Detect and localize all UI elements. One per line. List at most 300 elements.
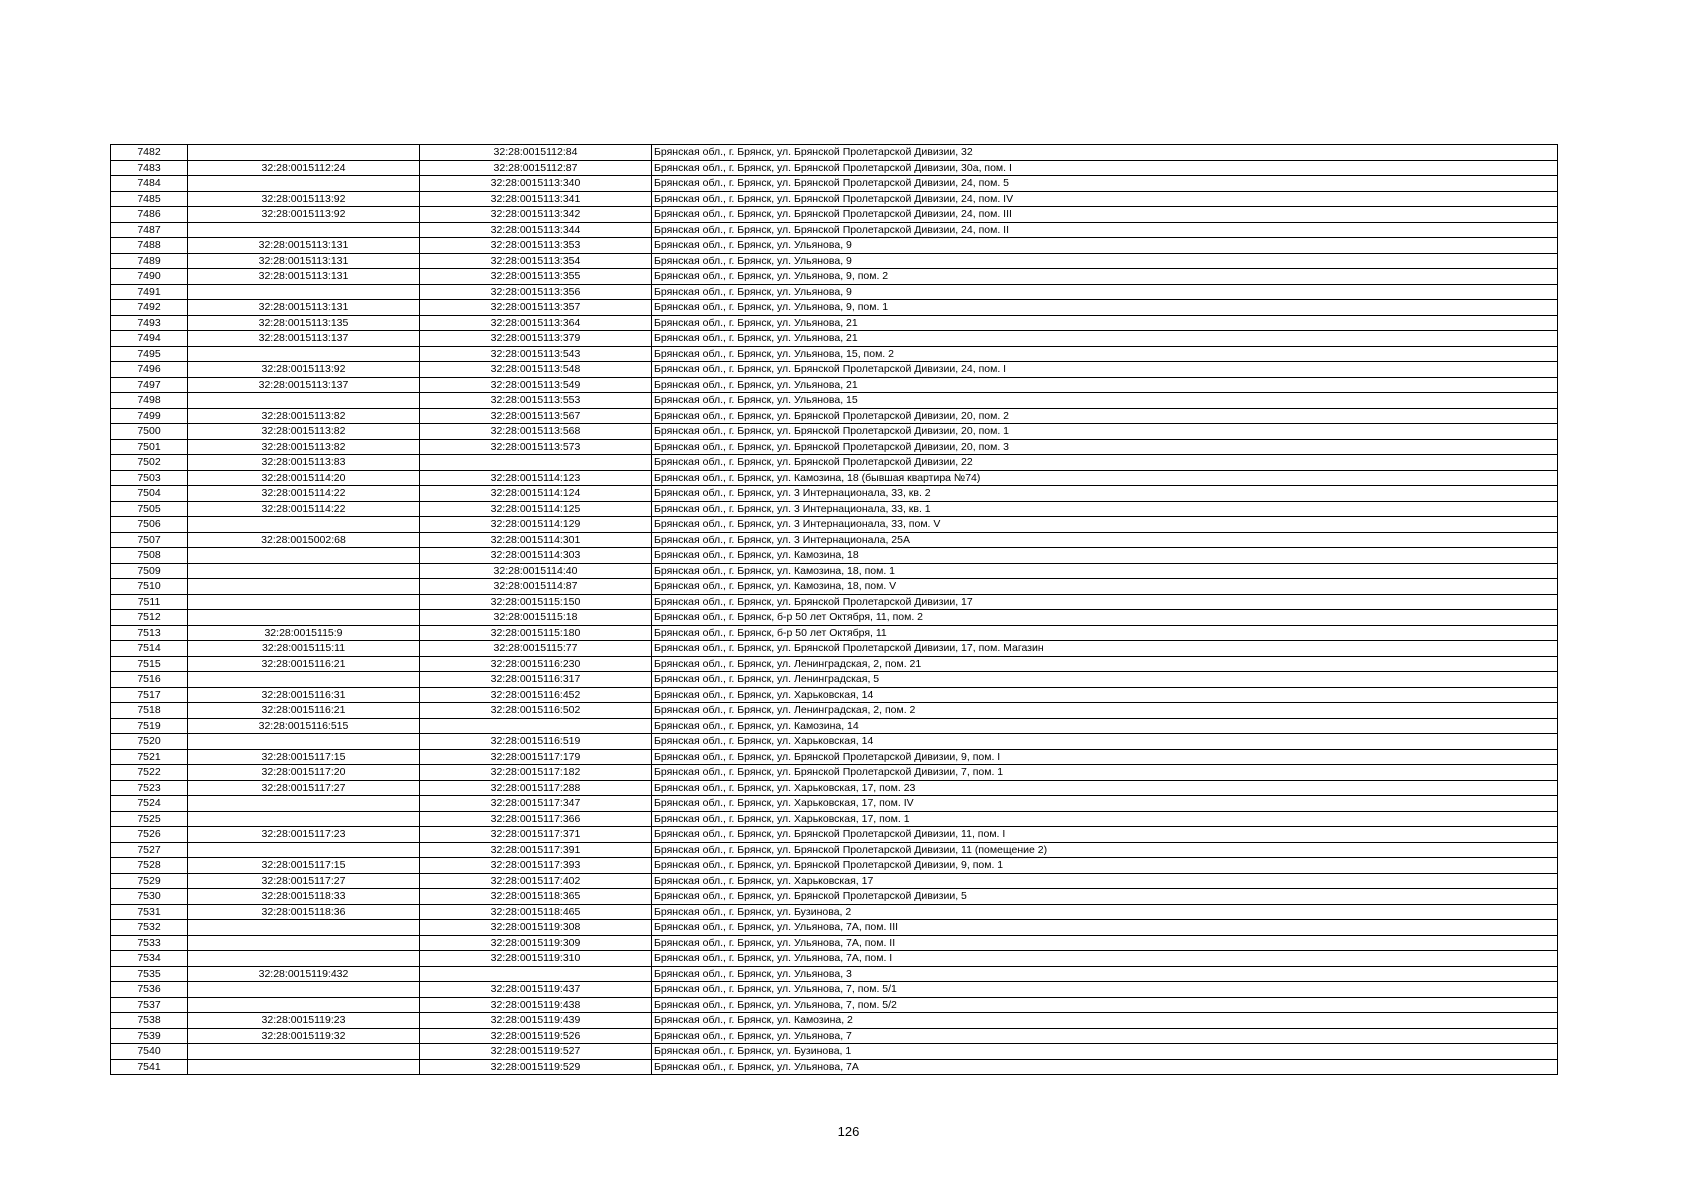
previous-cadastral-number-cell (188, 672, 420, 688)
cadastral-number-cell (420, 455, 652, 471)
previous-cadastral-number-cell: 32:28:0015113:83 (188, 455, 420, 471)
previous-cadastral-number-cell: 32:28:0015113:92 (188, 207, 420, 223)
cadastral-number-cell: 32:28:0015113:548 (420, 362, 652, 378)
row-number-cell: 7507 (111, 532, 188, 548)
registry-table-body (111, 145, 1558, 1075)
cadastral-number-cell: 32:28:0015117:393 (420, 858, 652, 874)
address-cell: Брянская обл., г. Брянск, ул. Брянской Пролетарской Дивизии, 32 (652, 145, 1558, 161)
table-row (111, 718, 1558, 734)
previous-cadastral-number-cell: 32:28:0015113:131 (188, 300, 420, 316)
address-cell: Брянская обл., г. Брянск, ул. Брянской Пролетарской Дивизии, 7, пом. 1 (652, 765, 1558, 781)
previous-cadastral-number-cell: 32:28:0015116:515 (188, 718, 420, 734)
cadastral-number-cell: 32:28:0015113:573 (420, 439, 652, 455)
previous-cadastral-number-cell: 32:28:0015113:92 (188, 362, 420, 378)
previous-cadastral-number-cell: 32:28:0015116:21 (188, 656, 420, 672)
table-row (111, 486, 1558, 502)
previous-cadastral-number-cell: 32:28:0015113:82 (188, 408, 420, 424)
address-cell: Брянская обл., г. Брянск, ул. Ленинградская, 5 (652, 672, 1558, 688)
address-cell: Брянская обл., г. Брянск, ул. Ульянова, 7А, пом. III (652, 920, 1558, 936)
previous-cadastral-number-cell: 32:28:0015113:82 (188, 439, 420, 455)
row-number-cell: 7530 (111, 889, 188, 905)
previous-cadastral-number-cell: 32:28:0015117:27 (188, 873, 420, 889)
address-cell: Брянская обл., г. Брянск, ул. Бузинова, 2 (652, 904, 1558, 920)
table-row (111, 579, 1558, 595)
previous-cadastral-number-cell: 32:28:0015113:137 (188, 377, 420, 393)
previous-cadastral-number-cell (188, 935, 420, 951)
cadastral-number-cell: 32:28:0015114:301 (420, 532, 652, 548)
row-number-cell: 7510 (111, 579, 188, 595)
previous-cadastral-number-cell (188, 145, 420, 161)
cadastral-number-cell: 32:28:0015116:230 (420, 656, 652, 672)
previous-cadastral-number-cell (188, 951, 420, 967)
previous-cadastral-number-cell (188, 796, 420, 812)
table-row (111, 300, 1558, 316)
cadastral-number-cell: 32:28:0015114:123 (420, 470, 652, 486)
table-row (111, 610, 1558, 626)
table-row (111, 703, 1558, 719)
previous-cadastral-number-cell: 32:28:0015113:82 (188, 424, 420, 440)
row-number-cell: 7527 (111, 842, 188, 858)
row-number-cell: 7540 (111, 1044, 188, 1060)
row-number-cell: 7486 (111, 207, 188, 223)
cadastral-number-cell: 32:28:0015113:341 (420, 191, 652, 207)
address-cell: Брянская обл., г. Брянск, ул. Брянской Пролетарской Дивизии, 24, пом. III (652, 207, 1558, 223)
table-row (111, 269, 1558, 285)
registry-table (110, 144, 1558, 1075)
cadastral-number-cell: 32:28:0015113:340 (420, 176, 652, 192)
row-number-cell: 7498 (111, 393, 188, 409)
previous-cadastral-number-cell (188, 548, 420, 564)
previous-cadastral-number-cell: 32:28:0015117:20 (188, 765, 420, 781)
previous-cadastral-number-cell (188, 284, 420, 300)
address-cell: Брянская обл., г. Брянск, ул. Брянской Пролетарской Дивизии, 11, пом. I (652, 827, 1558, 843)
row-number-cell: 7524 (111, 796, 188, 812)
address-cell: Брянская обл., г. Брянск, ул. Брянской Пролетарской Дивизии, 24, пом. 5 (652, 176, 1558, 192)
cadastral-number-cell: 32:28:0015119:310 (420, 951, 652, 967)
page-number: 126 (837, 1124, 860, 1139)
address-cell: Брянская обл., г. Брянск, ул. Ульянова, 9 (652, 253, 1558, 269)
table-row (111, 563, 1558, 579)
table-row (111, 687, 1558, 703)
address-cell: Брянская обл., г. Брянск, ул. Харьковская, 17 (652, 873, 1558, 889)
previous-cadastral-number-cell: 32:28:0015113:92 (188, 191, 420, 207)
cadastral-number-cell: 32:28:0015119:438 (420, 997, 652, 1013)
row-number-cell: 7531 (111, 904, 188, 920)
table-row (111, 873, 1558, 889)
address-cell: Брянская обл., г. Брянск, ул. 3 Интернационала, 33, пом. V (652, 517, 1558, 533)
cadastral-number-cell: 32:28:0015114:303 (420, 548, 652, 564)
cadastral-number-cell (420, 718, 652, 734)
address-cell: Брянская обл., г. Брянск, ул. Харьковская, 14 (652, 734, 1558, 750)
cadastral-number-cell: 32:28:0015113:553 (420, 393, 652, 409)
address-cell: Брянская обл., г. Брянск, ул. 3 Интернационала, 25А (652, 532, 1558, 548)
row-number-cell: 7538 (111, 1013, 188, 1029)
table-row (111, 858, 1558, 874)
previous-cadastral-number-cell: 32:28:0015119:32 (188, 1028, 420, 1044)
address-cell: Брянская обл., г. Брянск, ул. Ульянова, 7 (652, 1028, 1558, 1044)
address-cell: Брянская обл., г. Брянск, ул. Ульянова, 3 (652, 966, 1558, 982)
address-cell: Брянская обл., г. Брянск, ул. Брянской Пролетарской Дивизии, 17, пом. Магазин (652, 641, 1558, 657)
previous-cadastral-number-cell: 32:28:0015118:33 (188, 889, 420, 905)
previous-cadastral-number-cell: 32:28:0015114:20 (188, 470, 420, 486)
previous-cadastral-number-cell: 32:28:0015113:135 (188, 315, 420, 331)
row-number-cell: 7517 (111, 687, 188, 703)
address-cell: Брянская обл., г. Брянск, ул. Ульянова, 7А (652, 1059, 1558, 1075)
previous-cadastral-number-cell (188, 222, 420, 238)
cadastral-number-cell: 32:28:0015113:357 (420, 300, 652, 316)
table-row (111, 238, 1558, 254)
table-row (111, 253, 1558, 269)
cadastral-number-cell: 32:28:0015119:526 (420, 1028, 652, 1044)
table-row (111, 145, 1558, 161)
row-number-cell: 7509 (111, 563, 188, 579)
cadastral-number-cell: 32:28:0015113:568 (420, 424, 652, 440)
row-number-cell: 7494 (111, 331, 188, 347)
row-number-cell: 7515 (111, 656, 188, 672)
row-number-cell: 7513 (111, 625, 188, 641)
previous-cadastral-number-cell (188, 610, 420, 626)
previous-cadastral-number-cell: 32:28:0015002:68 (188, 532, 420, 548)
table-row (111, 284, 1558, 300)
table-row (111, 765, 1558, 781)
row-number-cell: 7523 (111, 780, 188, 796)
address-cell: Брянская обл., г. Брянск, ул. Ульянова, 15 (652, 393, 1558, 409)
cadastral-number-cell: 32:28:0015117:179 (420, 749, 652, 765)
previous-cadastral-number-cell (188, 811, 420, 827)
address-cell: Брянская обл., г. Брянск, ул. Ульянова, 9 (652, 238, 1558, 254)
table-row (111, 656, 1558, 672)
row-number-cell: 7502 (111, 455, 188, 471)
row-number-cell: 7487 (111, 222, 188, 238)
row-number-cell: 7496 (111, 362, 188, 378)
cadastral-number-cell: 32:28:0015119:527 (420, 1044, 652, 1060)
cadastral-number-cell (420, 966, 652, 982)
row-number-cell: 7526 (111, 827, 188, 843)
cadastral-number-cell: 32:28:0015117:366 (420, 811, 652, 827)
address-cell: Брянская обл., г. Брянск, ул. Брянской Пролетарской Дивизии, 24, пом. I (652, 362, 1558, 378)
cadastral-number-cell: 32:28:0015113:342 (420, 207, 652, 223)
cadastral-number-cell: 32:28:0015113:353 (420, 238, 652, 254)
address-cell: Брянская обл., г. Брянск, б-р 50 лет Октября, 11 (652, 625, 1558, 641)
row-number-cell: 7525 (111, 811, 188, 827)
table-row (111, 734, 1558, 750)
row-number-cell: 7497 (111, 377, 188, 393)
address-cell: Брянская обл., г. Брянск, ул. Ульянова, 7, пом. 5/2 (652, 997, 1558, 1013)
table-row (111, 207, 1558, 223)
table-row (111, 501, 1558, 517)
address-cell: Брянская обл., г. Брянск, ул. Брянской Пролетарской Дивизии, 24, пом. IV (652, 191, 1558, 207)
row-number-cell: 7490 (111, 269, 188, 285)
table-row (111, 966, 1558, 982)
previous-cadastral-number-cell: 32:28:0015113:131 (188, 253, 420, 269)
table-row (111, 780, 1558, 796)
previous-cadastral-number-cell: 32:28:0015117:23 (188, 827, 420, 843)
address-cell: Брянская обл., г. Брянск, ул. Ульянова, 9, пом. 1 (652, 300, 1558, 316)
cadastral-number-cell: 32:28:0015113:354 (420, 253, 652, 269)
address-cell: Брянская обл., г. Брянск, ул. Харьковская, 17, пом. 23 (652, 780, 1558, 796)
previous-cadastral-number-cell: 32:28:0015114:22 (188, 501, 420, 517)
address-cell: Брянская обл., г. Брянск, ул. Ленинградская, 2, пом. 2 (652, 703, 1558, 719)
table-row (111, 160, 1558, 176)
previous-cadastral-number-cell: 32:28:0015115:11 (188, 641, 420, 657)
cadastral-number-cell: 32:28:0015114:40 (420, 563, 652, 579)
table-row (111, 889, 1558, 905)
address-cell: Брянская обл., г. Брянск, ул. Ульянова, 21 (652, 377, 1558, 393)
table-row (111, 532, 1558, 548)
address-cell: Брянская обл., г. Брянск, ул. Камозина, 18 (бывшая квартира №74) (652, 470, 1558, 486)
previous-cadastral-number-cell: 32:28:0015114:22 (188, 486, 420, 502)
row-number-cell: 7520 (111, 734, 188, 750)
row-number-cell: 7488 (111, 238, 188, 254)
address-cell: Брянская обл., г. Брянск, ул. 3 Интернационала, 33, кв. 2 (652, 486, 1558, 502)
table-row (111, 1028, 1558, 1044)
row-number-cell: 7491 (111, 284, 188, 300)
cadastral-number-cell: 32:28:0015113:355 (420, 269, 652, 285)
row-number-cell: 7528 (111, 858, 188, 874)
table-row (111, 424, 1558, 440)
address-cell: Брянская обл., г. Брянск, ул. Брянской Пролетарской Дивизии, 24, пом. II (652, 222, 1558, 238)
row-number-cell: 7522 (111, 765, 188, 781)
address-cell: Брянская обл., г. Брянск, ул. Камозина, 18 (652, 548, 1558, 564)
cadastral-number-cell: 32:28:0015114:129 (420, 517, 652, 533)
cadastral-number-cell: 32:28:0015112:84 (420, 145, 652, 161)
address-cell: Брянская обл., г. Брянск, ул. Камозина, 14 (652, 718, 1558, 734)
cadastral-number-cell: 32:28:0015114:125 (420, 501, 652, 517)
table-row (111, 439, 1558, 455)
row-number-cell: 7521 (111, 749, 188, 765)
row-number-cell: 7505 (111, 501, 188, 517)
row-number-cell: 7501 (111, 439, 188, 455)
table-row (111, 222, 1558, 238)
cadastral-number-cell: 32:28:0015113:344 (420, 222, 652, 238)
address-cell: Брянская обл., г. Брянск, ул. Камозина, 18, пом. V (652, 579, 1558, 595)
table-row (111, 548, 1558, 564)
previous-cadastral-number-cell: 32:28:0015117:15 (188, 858, 420, 874)
cadastral-number-cell: 32:28:0015116:452 (420, 687, 652, 703)
table-row (111, 904, 1558, 920)
address-cell: Брянская обл., г. Брянск, ул. Ульянова, 7А, пом. I (652, 951, 1558, 967)
table-row (111, 920, 1558, 936)
cadastral-number-cell: 32:28:0015113:543 (420, 346, 652, 362)
previous-cadastral-number-cell (188, 997, 420, 1013)
table-row (111, 982, 1558, 998)
cadastral-number-cell: 32:28:0015117:347 (420, 796, 652, 812)
cadastral-number-cell: 32:28:0015116:519 (420, 734, 652, 750)
table-row (111, 625, 1558, 641)
cadastral-number-cell: 32:28:0015117:182 (420, 765, 652, 781)
row-number-cell: 7511 (111, 594, 188, 610)
table-row (111, 408, 1558, 424)
previous-cadastral-number-cell (188, 579, 420, 595)
row-number-cell: 7503 (111, 470, 188, 486)
previous-cadastral-number-cell: 32:28:0015119:432 (188, 966, 420, 982)
row-number-cell: 7536 (111, 982, 188, 998)
row-number-cell: 7485 (111, 191, 188, 207)
previous-cadastral-number-cell: 32:28:0015117:27 (188, 780, 420, 796)
row-number-cell: 7514 (111, 641, 188, 657)
cadastral-number-cell: 32:28:0015115:18 (420, 610, 652, 626)
previous-cadastral-number-cell: 32:28:0015118:36 (188, 904, 420, 920)
table-row (111, 997, 1558, 1013)
previous-cadastral-number-cell: 32:28:0015113:137 (188, 331, 420, 347)
cadastral-number-cell: 32:28:0015115:150 (420, 594, 652, 610)
cadastral-number-cell: 32:28:0015116:502 (420, 703, 652, 719)
address-cell: Брянская обл., г. Брянск, ул. Харьковская, 17, пом. IV (652, 796, 1558, 812)
row-number-cell: 7516 (111, 672, 188, 688)
table-row (111, 455, 1558, 471)
table-row (111, 176, 1558, 192)
cadastral-number-cell: 32:28:0015117:391 (420, 842, 652, 858)
table-row (111, 377, 1558, 393)
row-number-cell: 7493 (111, 315, 188, 331)
address-cell: Брянская обл., г. Брянск, ул. Бузинова, 1 (652, 1044, 1558, 1060)
row-number-cell: 7499 (111, 408, 188, 424)
previous-cadastral-number-cell (188, 346, 420, 362)
cadastral-number-cell: 32:28:0015116:317 (420, 672, 652, 688)
address-cell: Брянская обл., г. Брянск, ул. Брянской Пролетарской Дивизии, 17 (652, 594, 1558, 610)
address-cell: Брянская обл., г. Брянск, ул. 3 Интернационала, 33, кв. 1 (652, 501, 1558, 517)
address-cell: Брянская обл., г. Брянск, ул. Брянской Пролетарской Дивизии, 20, пом. 3 (652, 439, 1558, 455)
table-row (111, 393, 1558, 409)
address-cell: Брянская обл., г. Брянск, ул. Брянской Пролетарской Дивизии, 9, пом. 1 (652, 858, 1558, 874)
row-number-cell: 7537 (111, 997, 188, 1013)
cadastral-number-cell: 32:28:0015113:379 (420, 331, 652, 347)
previous-cadastral-number-cell: 32:28:0015119:23 (188, 1013, 420, 1029)
address-cell: Брянская обл., г. Брянск, ул. Ленинградская, 2, пом. 21 (652, 656, 1558, 672)
previous-cadastral-number-cell (188, 563, 420, 579)
address-cell: Брянская обл., г. Брянск, ул. Ульянова, 21 (652, 331, 1558, 347)
previous-cadastral-number-cell (188, 393, 420, 409)
previous-cadastral-number-cell: 32:28:0015113:131 (188, 269, 420, 285)
row-number-cell: 7484 (111, 176, 188, 192)
previous-cadastral-number-cell: 32:28:0015116:31 (188, 687, 420, 703)
cadastral-number-cell: 32:28:0015114:87 (420, 579, 652, 595)
address-cell: Брянская обл., г. Брянск, ул. Брянской Пролетарской Дивизии, 11 (помещение 2) (652, 842, 1558, 858)
table-row (111, 346, 1558, 362)
cadastral-number-cell: 32:28:0015119:437 (420, 982, 652, 998)
address-cell: Брянская обл., г. Брянск, ул. Харьковская, 17, пом. 1 (652, 811, 1558, 827)
address-cell: Брянская обл., г. Брянск, б-р 50 лет Октября, 11, пом. 2 (652, 610, 1558, 626)
cadastral-number-cell: 32:28:0015117:288 (420, 780, 652, 796)
table-row (111, 749, 1558, 765)
cadastral-number-cell: 32:28:0015118:365 (420, 889, 652, 905)
row-number-cell: 7541 (111, 1059, 188, 1075)
row-number-cell: 7532 (111, 920, 188, 936)
address-cell: Брянская обл., г. Брянск, ул. Брянской Пролетарской Дивизии, 5 (652, 889, 1558, 905)
previous-cadastral-number-cell (188, 517, 420, 533)
address-cell: Брянская обл., г. Брянск, ул. Брянской Пролетарской Дивизии, 9, пом. I (652, 749, 1558, 765)
row-number-cell: 7533 (111, 935, 188, 951)
previous-cadastral-number-cell (188, 176, 420, 192)
table-row (111, 331, 1558, 347)
row-number-cell: 7512 (111, 610, 188, 626)
cadastral-number-cell: 32:28:0015114:124 (420, 486, 652, 502)
row-number-cell: 7483 (111, 160, 188, 176)
address-cell: Брянская обл., г. Брянск, ул. Ульянова, 15, пом. 2 (652, 346, 1558, 362)
previous-cadastral-number-cell (188, 842, 420, 858)
cadastral-number-cell: 32:28:0015113:364 (420, 315, 652, 331)
row-number-cell: 7489 (111, 253, 188, 269)
row-number-cell: 7529 (111, 873, 188, 889)
address-cell: Брянская обл., г. Брянск, ул. Ульянова, 21 (652, 315, 1558, 331)
address-cell: Брянская обл., г. Брянск, ул. Брянской Пролетарской Дивизии, 20, пом. 2 (652, 408, 1558, 424)
table-row (111, 517, 1558, 533)
previous-cadastral-number-cell (188, 1044, 420, 1060)
cadastral-number-cell: 32:28:0015113:549 (420, 377, 652, 393)
table-row (111, 594, 1558, 610)
row-number-cell: 7492 (111, 300, 188, 316)
cadastral-number-cell: 32:28:0015117:371 (420, 827, 652, 843)
table-row (111, 1013, 1558, 1029)
previous-cadastral-number-cell: 32:28:0015115:9 (188, 625, 420, 641)
address-cell: Брянская обл., г. Брянск, ул. Харьковская, 14 (652, 687, 1558, 703)
address-cell: Брянская обл., г. Брянск, ул. Камозина, 2 (652, 1013, 1558, 1029)
previous-cadastral-number-cell (188, 1059, 420, 1075)
cadastral-number-cell: 32:28:0015115:180 (420, 625, 652, 641)
row-number-cell: 7518 (111, 703, 188, 719)
table-row (111, 315, 1558, 331)
table-row (111, 842, 1558, 858)
address-cell: Брянская обл., г. Брянск, ул. Брянской Пролетарской Дивизии, 30а, пом. I (652, 160, 1558, 176)
table-row (111, 1059, 1558, 1075)
cadastral-number-cell: 32:28:0015113:567 (420, 408, 652, 424)
cadastral-number-cell: 32:28:0015119:439 (420, 1013, 652, 1029)
row-number-cell: 7495 (111, 346, 188, 362)
previous-cadastral-number-cell (188, 982, 420, 998)
table-row (111, 827, 1558, 843)
row-number-cell: 7519 (111, 718, 188, 734)
row-number-cell: 7504 (111, 486, 188, 502)
previous-cadastral-number-cell: 32:28:0015113:131 (188, 238, 420, 254)
address-cell: Брянская обл., г. Брянск, ул. Камозина, 18, пом. 1 (652, 563, 1558, 579)
cadastral-number-cell: 32:28:0015119:308 (420, 920, 652, 936)
cadastral-number-cell: 32:28:0015113:356 (420, 284, 652, 300)
address-cell: Брянская обл., г. Брянск, ул. Брянской Пролетарской Дивизии, 20, пом. 1 (652, 424, 1558, 440)
cadastral-number-cell: 32:28:0015115:77 (420, 641, 652, 657)
previous-cadastral-number-cell (188, 594, 420, 610)
address-cell: Брянская обл., г. Брянск, ул. Брянской Пролетарской Дивизии, 22 (652, 455, 1558, 471)
row-number-cell: 7482 (111, 145, 188, 161)
address-cell: Брянская обл., г. Брянск, ул. Ульянова, 9, пом. 2 (652, 269, 1558, 285)
row-number-cell: 7500 (111, 424, 188, 440)
table-row (111, 811, 1558, 827)
previous-cadastral-number-cell: 32:28:0015116:21 (188, 703, 420, 719)
table-row (111, 191, 1558, 207)
table-row (111, 796, 1558, 812)
cadastral-number-cell: 32:28:0015119:309 (420, 935, 652, 951)
row-number-cell: 7508 (111, 548, 188, 564)
row-number-cell: 7534 (111, 951, 188, 967)
row-number-cell: 7535 (111, 966, 188, 982)
table-row (111, 470, 1558, 486)
table-row (111, 362, 1558, 378)
table-row (111, 1044, 1558, 1060)
previous-cadastral-number-cell (188, 734, 420, 750)
address-cell: Брянская обл., г. Брянск, ул. Ульянова, 9 (652, 284, 1558, 300)
cadastral-number-cell: 32:28:0015118:465 (420, 904, 652, 920)
table-row (111, 641, 1558, 657)
address-cell: Брянская обл., г. Брянск, ул. Ульянова, 7, пом. 5/1 (652, 982, 1558, 998)
table-row (111, 951, 1558, 967)
previous-cadastral-number-cell (188, 920, 420, 936)
cadastral-number-cell: 32:28:0015119:529 (420, 1059, 652, 1075)
row-number-cell: 7539 (111, 1028, 188, 1044)
row-number-cell: 7506 (111, 517, 188, 533)
table-row (111, 935, 1558, 951)
address-cell: Брянская обл., г. Брянск, ул. Ульянова, 7А, пом. II (652, 935, 1558, 951)
table-row (111, 672, 1558, 688)
previous-cadastral-number-cell: 32:28:0015117:15 (188, 749, 420, 765)
